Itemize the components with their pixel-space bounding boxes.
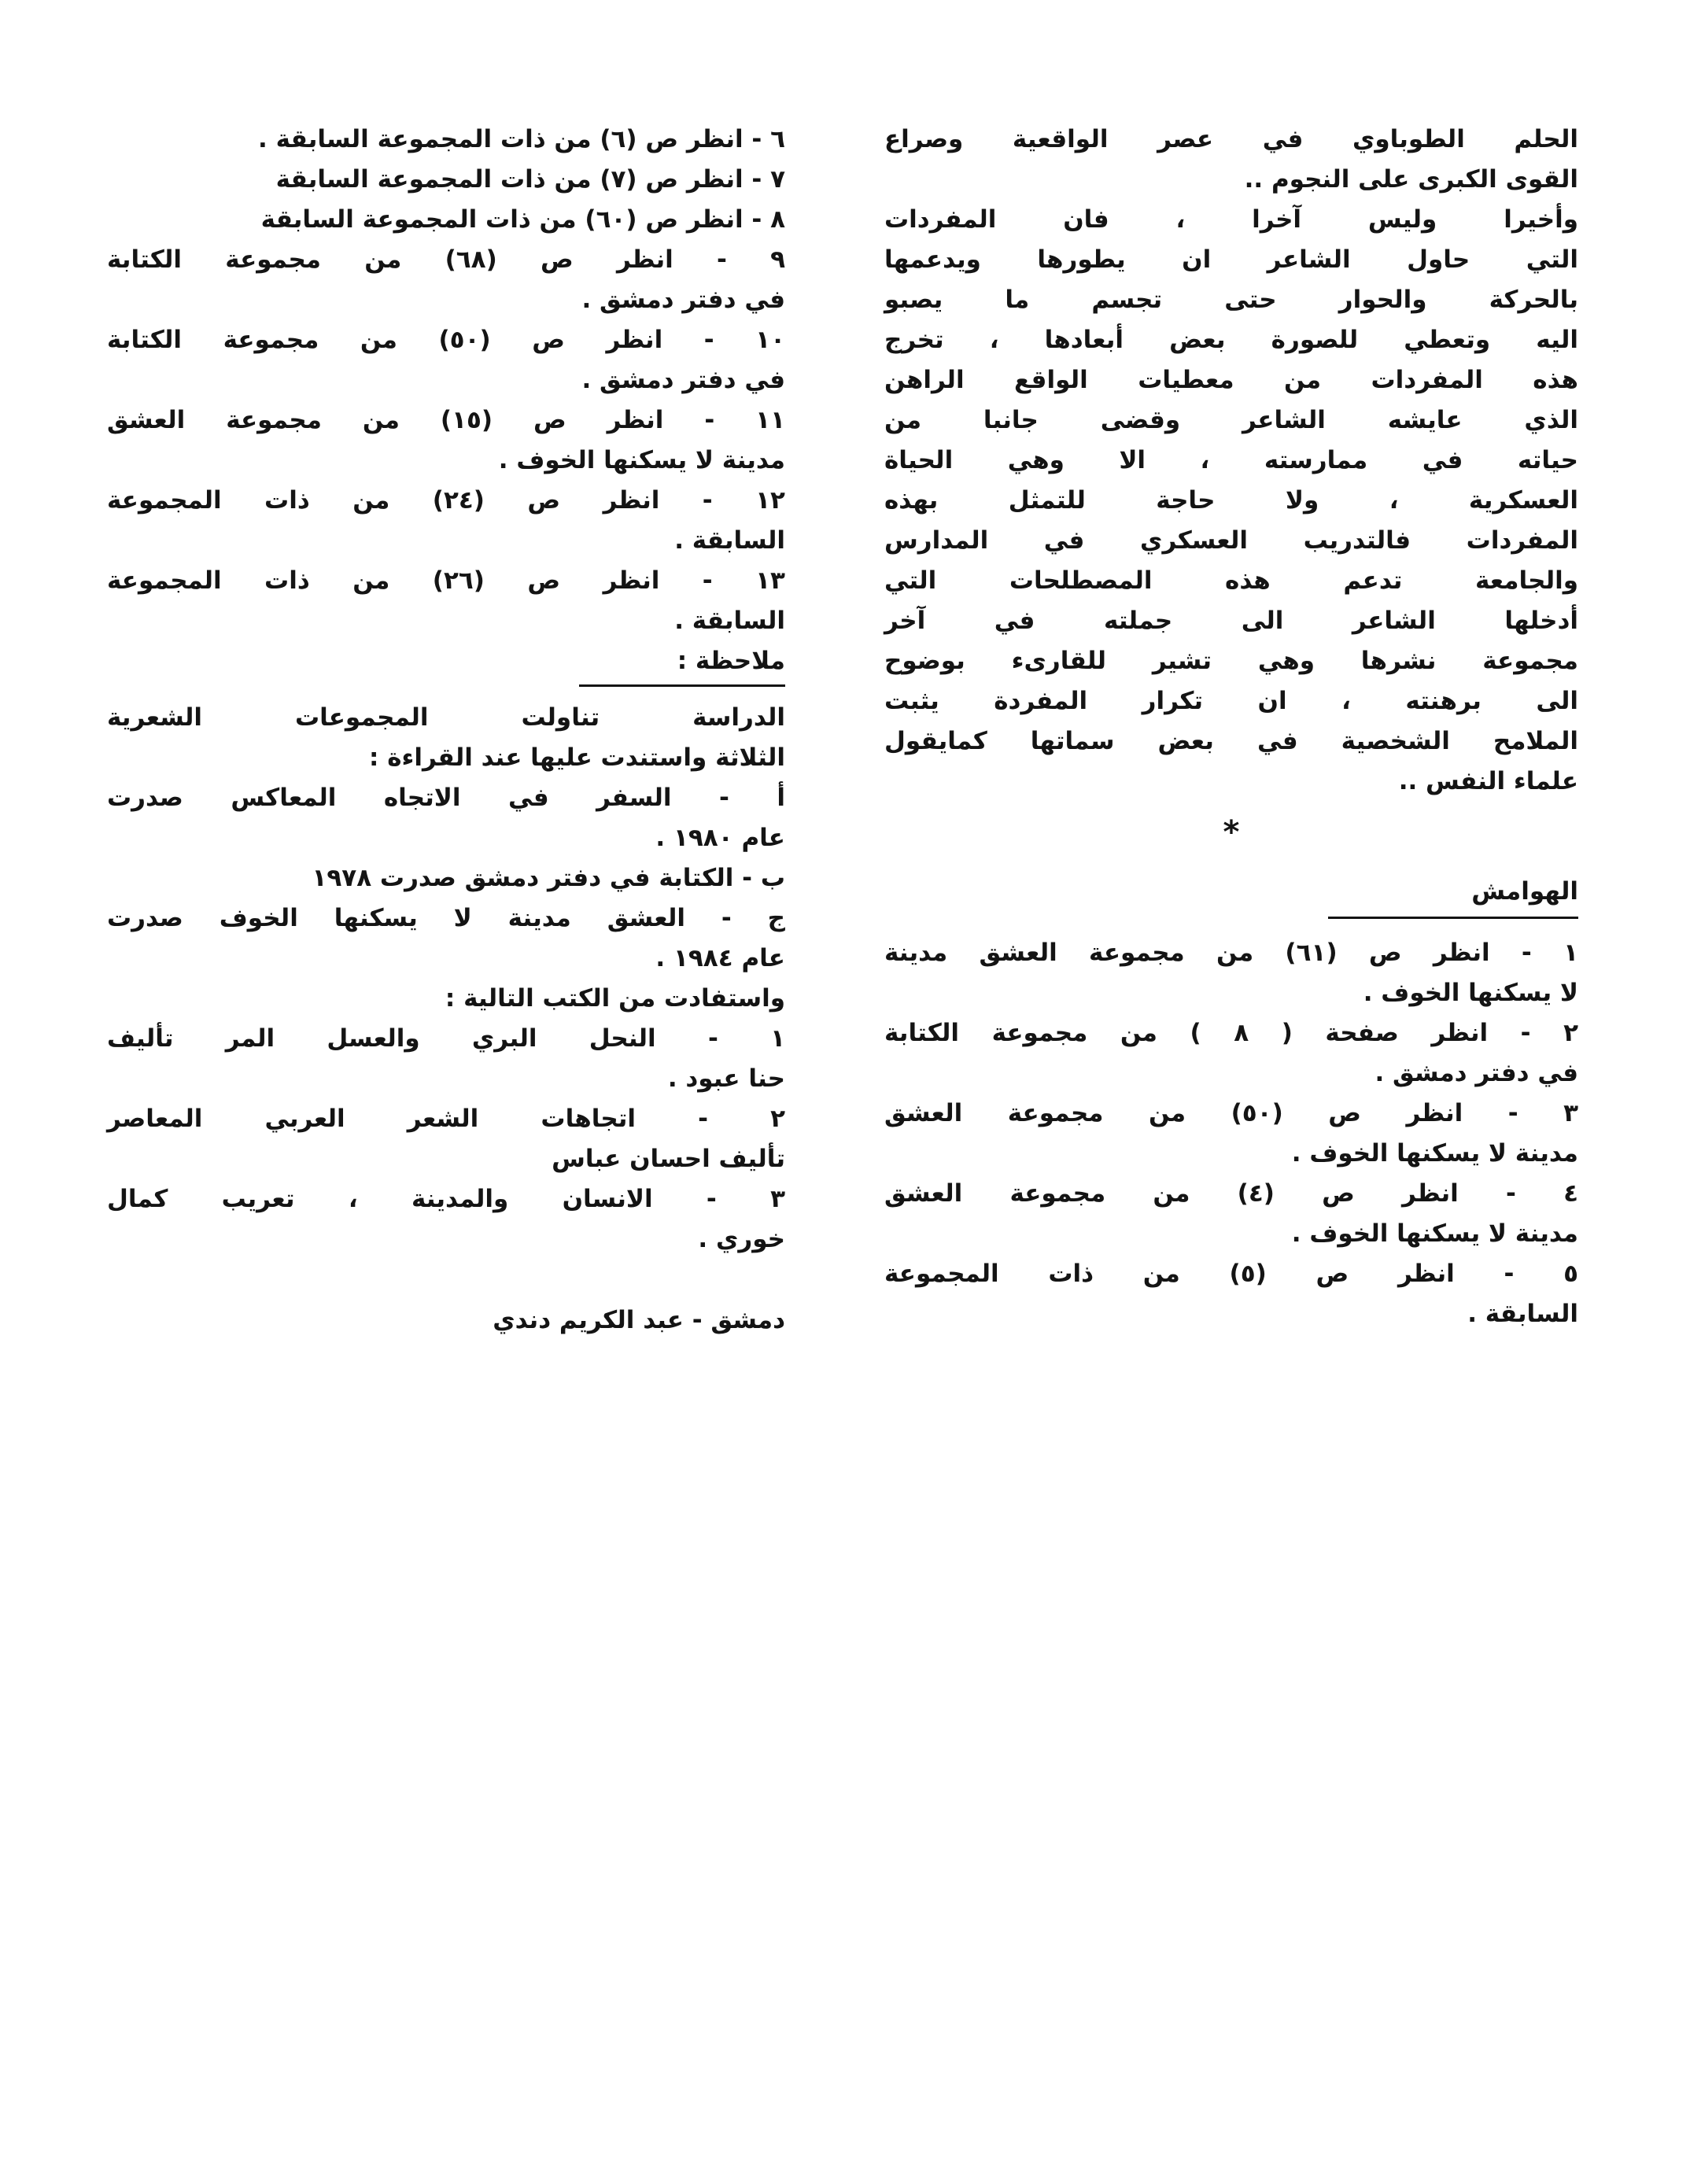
work-line: عام ١٩٨٠ . [655,824,785,852]
footnote-line: ٧ - انظر ص (٧) من ذات المجموعة السابقة [275,165,785,194]
footnote-item [884,933,1578,1013]
footnote-line: ٦ - انظر ص (٦) من ذات المجموعة السابقة . [258,125,785,153]
paragraph-line: أدخلها الشاعر الى جملته في آخر [884,607,1578,635]
references-list [107,1019,785,1260]
paragraph-line: بالحركة والحوار حتى تجسم ما يصبو [884,286,1578,314]
reference-line: ١ - النحل البري والعسل المر تأليف [107,1024,785,1053]
paragraph-line: اليه وتعطي للصورة بعض أبعادها ، تخرج [884,326,1578,354]
work-item [107,898,785,979]
article-paragraph [884,120,1578,802]
paragraph-line: التي حاول الشاعر ان يطورها ويدعمها [884,245,1578,274]
paragraph-line: الملامح الشخصية في بعض سماتها كمايقول [884,727,1578,755]
reference-line: خوري . [698,1225,785,1253]
note-line: الدراسة تناولت المجموعات الشعرية [107,703,785,732]
paragraph-line: هذه المفردات من معطيات الواقع الراهن [884,366,1578,394]
references-heading: واستفادت من الكتب التالية : [445,984,785,1013]
footnote-line: مدينة لا يسكنها الخوف . [498,446,785,474]
paragraph-line: حياته في ممارسته ، الا وهي الحياة [884,446,1578,474]
work-line: ج - العشق مدينة لا يسكنها الخوف صدرت [107,904,785,932]
work-line: عام ١٩٨٤ . [655,944,785,972]
footnote-item [884,1174,1578,1254]
reference-line: ٣ - الانسان والمدينة ، تعريب كمال [107,1185,785,1213]
footnote-line: ٩ - انظر ص (٦٨) من مجموعة الكتابة [107,245,785,274]
footnotes-heading: الهوامش [1471,877,1578,906]
reference-item [107,1179,785,1260]
footnote-line: مدينة لا يسكنها الخوف . [1291,1139,1578,1168]
footnote-line: ٥ - انظر ص (٥) من ذات المجموعة [884,1260,1578,1288]
footnote-item [884,1013,1578,1094]
paragraph-line: الحلم الطوباوي في عصر الواقعية وصراع [884,125,1578,153]
paragraph-line: المفردات فالتدريب العسكري في المدارس [884,526,1578,555]
right-column [884,120,1578,1334]
footnotes-continued [107,120,785,641]
work-item [107,778,785,858]
footnote-line: السابقة . [674,526,785,555]
footnote-line: في دفتر دمشق . [581,286,785,314]
footnote-line: لا يسكنها الخوف . [1363,979,1578,1007]
work-item [107,858,785,898]
footnote-item [107,561,785,641]
footnote-line: ١٣ - انظر ص (٢٦) من ذات المجموعة [107,566,785,595]
footnote-line: ١١ - انظر ص (١٥) من مجموعة العشق [107,406,785,434]
footnote-item [884,1254,1578,1334]
footnote-line: ١٠ - انظر ص (٥٠) من مجموعة الكتابة [107,326,785,354]
footnote-line: ٨ - انظر ص (٦٠) من ذات المجموعة السابقة [260,205,785,234]
note-heading: ملاحظة : [677,647,785,675]
footnote-item [107,481,785,561]
paragraph-line: الذي عايشه الشاعر وقضى جانبا من [884,406,1578,434]
footnote-line: في دفتر دمشق . [581,366,785,394]
paragraph-line: العسكرية ، ولا حاجة للتمثل بهذه [884,486,1578,515]
footnote-line: السابقة . [1467,1300,1578,1328]
note-body [107,698,785,778]
paragraph-line: والجامعة تدعم هذه المصطلحات التي [884,566,1578,595]
work-line: ب - الكتابة في دفتر دمشق صدرت ١٩٧٨ [312,864,785,892]
footnote-line: ١ - انظر ص (٦١) من مجموعة العشق مدينة [884,939,1578,967]
author-signature: دمشق - عبد الكريم دندي [493,1306,785,1334]
note-divider [579,684,785,687]
footnote-line: ٤ - انظر ص (٤) من مجموعة العشق [884,1179,1578,1208]
paragraph-line: علماء النفس .. [1398,767,1578,795]
footnote-line: في دفتر دمشق . [1375,1059,1578,1087]
work-line: أ - السفر في الاتجاه المعاكس صدرت [107,784,785,812]
footnote-item [884,1094,1578,1174]
note-line: الثلاثة واستندت عليها عند القراءة : [369,743,785,772]
reference-item [107,1019,785,1099]
reference-line: حنا عبود . [667,1064,785,1093]
footnote-line: مدينة لا يسكنها الخوف . [1291,1219,1578,1248]
reference-item [107,1099,785,1179]
spacer [107,1260,785,1300]
footnote-item [107,240,785,320]
footnotes-list [884,933,1578,1334]
paragraph-line: الى برهنته ، ان تكرار المفردة يثبت [884,687,1578,715]
heading-underline [1328,917,1578,919]
reference-line: ٢ - اتجاهات الشعر العربي المعاصر [107,1105,785,1133]
works-list [107,778,785,979]
footnote-item [107,320,785,400]
footnote-line: ٢ - انظر صفحة ( ٨ ) من مجموعة الكتابة [884,1019,1579,1047]
left-column [107,120,785,1341]
footnote-line: ١٢ - انظر ص (٢٤) من ذات المجموعة [107,486,785,515]
paragraph-line: القوى الكبرى على النجوم .. [1244,165,1578,194]
reference-line: تأليف احسان عباس [552,1145,785,1173]
footnote-item [107,400,785,481]
footnote-line: السابقة . [674,607,785,635]
section-separator: * [1223,814,1240,850]
paragraph-line: مجموعة نشرها وهي تشير للقارىء بوضوح [884,647,1578,675]
paragraph-line: وأخيرا وليس آخرا ، فان المفردات [884,205,1578,234]
footnote-line: ٣ - انظر ص (٥٠) من مجموعة العشق [884,1099,1578,1127]
